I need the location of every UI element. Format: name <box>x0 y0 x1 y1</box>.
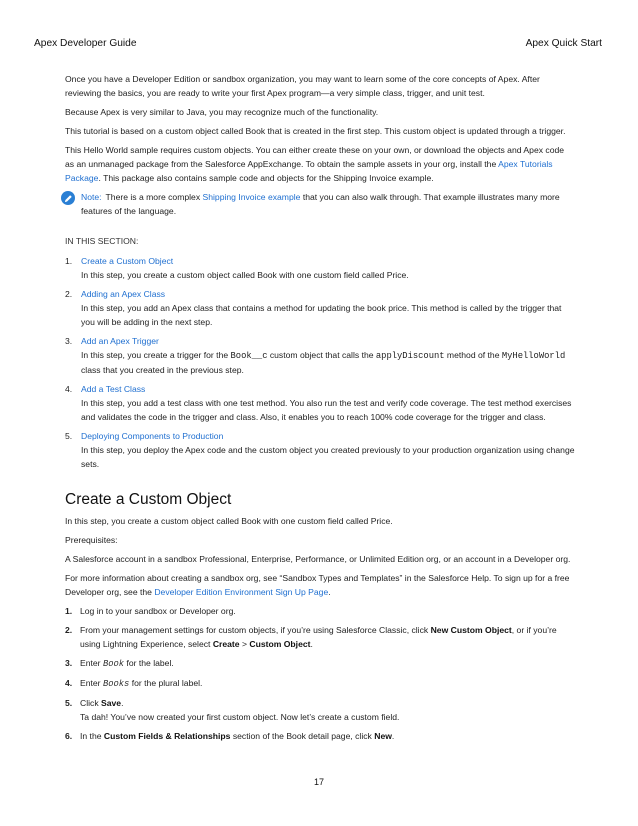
section-paragraph-1: In this step, you create a custom object called Book with one custom field called Price. <box>65 516 393 526</box>
step-text-part: Enter <box>80 678 103 688</box>
step-item <box>65 696 575 724</box>
step-number: 4. <box>65 678 73 688</box>
step-item <box>65 623 575 651</box>
section-paragraph-3: A Salesforce account in a sandbox Professional, Enterprise, Performance, or Unlimited Edition org, or an account in a Developer org. <box>65 554 571 564</box>
create-label: Create <box>212 639 240 649</box>
list-item-number: 3. <box>65 336 73 346</box>
list-item <box>65 334 575 377</box>
step-text-part: Click <box>80 698 102 708</box>
step-text-part: section of the Book detail page, click <box>230 731 375 741</box>
step-text-part: Enter <box>80 658 103 668</box>
intro-paragraph-1: Once you have a Developer Edition or sandbox organization, you may want to learn some of the core concepts of Apex. After reviewing the basics, you are ready to write your first Apex program—a very simple class, trigger, and unit test. <box>65 74 540 98</box>
in-this-section-heading: IN THIS SECTION: <box>65 236 139 246</box>
custom-object-label: Custom Object <box>249 639 311 649</box>
list-item-description: In this step, you create a custom object called Book with one custom field called Price. <box>81 270 409 280</box>
list-item-description <box>81 348 575 377</box>
step-number: 6. <box>65 731 73 741</box>
section-list <box>65 254 575 471</box>
step-number: 1. <box>65 606 73 616</box>
desc-text: custom object that calls the <box>267 350 376 360</box>
save-label: Save <box>101 698 122 708</box>
step-text: Log in to your sandbox or Developer org. <box>80 606 236 616</box>
step-text-part: In the <box>80 731 104 741</box>
step-text-part: . <box>310 639 313 649</box>
desc-text: method of the <box>444 350 502 360</box>
list-item-number: 1. <box>65 256 73 266</box>
list-item-number: 5. <box>65 431 73 441</box>
developer-edition-signup-link[interactable]: Developer Edition Environment Sign Up Page <box>154 587 329 597</box>
step-number: 5. <box>65 698 73 708</box>
steps-list <box>65 604 575 743</box>
step-text-part: From your management settings for custom objects, if you’re using Salesforce Classic, click <box>80 625 431 635</box>
step-text-part: , or if you’re using Lightning Experience, select <box>80 625 557 649</box>
page-number: 17 <box>313 777 324 787</box>
adding-apex-class-link[interactable]: Adding an Apex Class <box>81 289 166 299</box>
step-text <box>80 729 394 743</box>
page-content <box>65 72 575 748</box>
code-apply-discount: applyDiscount <box>375 351 445 361</box>
prerequisites-label: Prerequisites: <box>65 535 118 545</box>
step-item <box>65 729 575 743</box>
note-text-end: that you can also walk through. That example illustrates many more features of the language. <box>81 192 560 216</box>
create-custom-object-link[interactable]: Create a Custom Object <box>81 256 174 266</box>
header-section-title: Apex Quick Start <box>525 38 602 49</box>
shipping-invoice-example-link[interactable]: Shipping Invoice example <box>202 192 301 202</box>
step-text-part: for the plural label. <box>129 678 203 688</box>
section-p4-text-end: . <box>328 587 331 597</box>
code-book-label: Book <box>102 659 125 669</box>
code-my-hello-world: MyHelloWorld <box>501 351 566 361</box>
step-text-part: Ta dah! You’ve now created your first custom object. Now let’s create a custom field. <box>80 712 400 722</box>
code-book-object: Book__c <box>230 351 268 361</box>
note-callout <box>65 190 575 218</box>
code-books-label: Books <box>102 679 130 689</box>
step-text-part: > <box>239 639 250 649</box>
list-item-number: 2. <box>65 289 73 299</box>
list-item <box>65 254 575 282</box>
list-item-number: 4. <box>65 384 73 394</box>
intro-paragraph-2: Because Apex is very similar to Java, you may recognize much of the functionality. <box>65 107 379 117</box>
new-custom-object-label: New Custom Object <box>430 625 512 635</box>
intro-p4-text-end: . This package also contains sample code and objects for the Shipping Invoice example. <box>98 173 434 183</box>
page-header <box>34 38 602 49</box>
header-guide-title: Apex Developer Guide <box>34 38 137 49</box>
intro-paragraph-4 <box>65 143 575 185</box>
step-text-part: . <box>391 731 395 741</box>
note-text: There is a more complex <box>105 192 203 202</box>
step-number: 2. <box>65 625 73 635</box>
list-item-description: In this step, you add a test class with one test method. You also run the test and verify code coverage. The test method exercises and validates the code in the trigger and class. Also, it enables you to reach 100% code coverage for the trigger and class. <box>81 398 572 422</box>
intro-p4-text: This Hello World sample requires custom objects. You can either create these on your own, or download the objects and Apex code as an unmanaged package from the Salesforce AppExchange. To obtain the sample assets in your org, install the <box>65 145 565 169</box>
step-text-part: for the label. <box>124 658 174 668</box>
note-label: Note: <box>81 192 102 202</box>
add-apex-trigger-link[interactable]: Add an Apex Trigger <box>81 336 159 346</box>
step-text <box>80 656 174 671</box>
section-title: Create a Custom Object <box>65 491 232 508</box>
list-item <box>65 429 575 471</box>
step-text <box>80 623 575 651</box>
list-item <box>65 382 575 424</box>
step-item <box>65 656 575 671</box>
deploying-components-link[interactable]: Deploying Components to Production <box>81 431 224 441</box>
list-item-description: In this step, you add an Apex class that contains a method for updating the book price. This method is called by the trigger that you will be adding in the next step. <box>81 303 562 327</box>
intro-paragraph-3: This tutorial is based on a custom object called Book that is created in the first step. This custom object is updated through a trigger. <box>65 126 566 136</box>
step-item <box>65 604 575 618</box>
new-label: New <box>374 731 392 741</box>
step-number: 3. <box>65 658 73 668</box>
step-text <box>80 696 399 724</box>
apex-tutorials-package-link[interactable]: Apex Tutorials Package <box>65 159 553 183</box>
step-item <box>65 676 575 691</box>
desc-text: In this step, you create a trigger for the <box>81 350 231 360</box>
step-text <box>80 676 202 691</box>
section-paragraph-4 <box>65 571 575 599</box>
list-item-description: In this step, you deploy the Apex code and the custom object you created previously to your production organization using change sets. <box>81 445 575 469</box>
custom-fields-relationships-label: Custom Fields & Relationships <box>103 731 231 741</box>
note-body <box>81 190 575 218</box>
step-text-part: . <box>121 698 124 708</box>
section-p4-text: For more information about creating a sandbox org, see “Sandbox Types and Templates” in the Salesforce Help. To sign up for a free Developer org, see the <box>65 573 570 597</box>
list-item <box>65 287 575 329</box>
add-test-class-link[interactable]: Add a Test Class <box>81 384 146 394</box>
note-pencil-icon <box>61 191 75 205</box>
desc-text: class that you created in the previous step. <box>81 365 244 375</box>
